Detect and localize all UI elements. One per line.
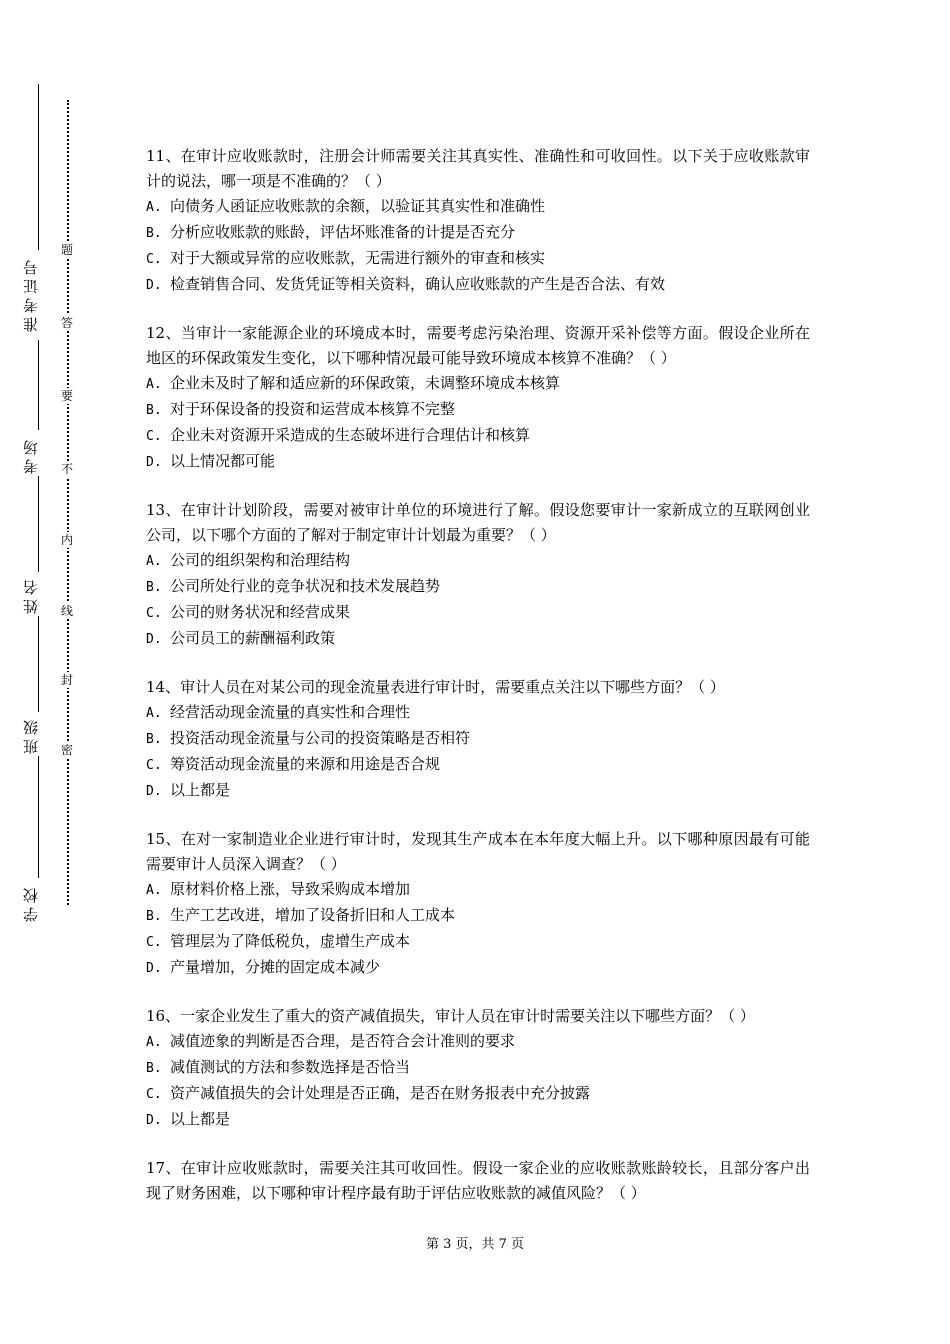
field-line (38, 84, 39, 250)
option-letter: C. (146, 935, 162, 950)
option-letter: A. (146, 706, 162, 721)
option-text: 企业未对资源开采造成的生态破坏进行合理估计和核算 (170, 426, 531, 444)
question-16 (146, 1004, 810, 1133)
question-13 (146, 498, 810, 652)
question-stem: 13、在审计计划阶段，需要对被审计单位的环境进行了解。假设您要审计一家新成立的互联网创业公司，以下哪个方面的了解对于制定审计计划最为重要？（ ） (146, 501, 810, 544)
field-line (38, 756, 39, 878)
field-label-school: 学校 (22, 884, 40, 922)
question-17 (146, 1156, 810, 1206)
option-text: 生产工艺改进，增加了设备折旧和人工成本 (170, 906, 456, 924)
option-text: 资产减值损失的会计处理是否正确，是否在财务报表中充分披露 (170, 1084, 591, 1102)
option-list (146, 1029, 810, 1133)
option-letter: D. (146, 1113, 162, 1128)
option-c (146, 423, 810, 449)
option-text: 向债务人函证应收账款的余额，以验证其真实性和准确性 (170, 197, 546, 215)
option-text: 公司的组织架构和治理结构 (170, 551, 351, 569)
option-list (146, 700, 810, 804)
field-line (38, 340, 39, 430)
option-d (146, 272, 810, 298)
field-line (38, 616, 39, 712)
option-letter: A. (146, 377, 162, 392)
option-letter: C. (146, 429, 162, 444)
option-d (146, 1107, 810, 1133)
option-letter: A. (146, 200, 162, 215)
question-15 (146, 827, 810, 981)
option-a (146, 700, 810, 726)
option-letter: C. (146, 606, 162, 621)
field-label-class: 班级 (22, 716, 40, 754)
option-text: 分析应收账款的账龄，评估坏账准备的计提是否充分 (170, 223, 516, 241)
seal-char: 题 (60, 243, 73, 257)
option-text: 公司的财务状况和经营成果 (170, 603, 351, 621)
option-d (146, 449, 810, 475)
option-letter: B. (146, 1061, 162, 1076)
option-text: 产量增加，分摊的固定成本减少 (170, 958, 381, 976)
field-line (38, 476, 39, 572)
option-letter: D. (146, 455, 162, 470)
option-letter: A. (146, 554, 162, 569)
option-c (146, 1081, 810, 1107)
option-text: 公司所处行业的竞争状况和技术发展趋势 (170, 577, 441, 595)
option-letter: C. (146, 758, 162, 773)
option-c (146, 600, 810, 626)
option-text: 对于大额或异常的应收账款，无需进行额外的审查和核实 (170, 249, 546, 267)
field-label-exam-number: 准考证号 (22, 256, 40, 332)
option-text: 经营活动现金流量的真实性和合理性 (170, 703, 411, 721)
seal-char: 要 (60, 389, 73, 403)
option-b (146, 574, 810, 600)
option-a (146, 877, 810, 903)
option-text: 公司员工的薪酬福利政策 (170, 629, 336, 647)
option-text: 以上都是 (170, 781, 231, 799)
option-b (146, 726, 810, 752)
option-list (146, 371, 810, 475)
seal-char: 内 (60, 533, 73, 547)
option-c (146, 246, 810, 272)
option-list (146, 194, 810, 298)
option-letter: D. (146, 961, 162, 976)
option-c (146, 929, 810, 955)
option-letter: B. (146, 226, 162, 241)
option-b (146, 903, 810, 929)
option-letter: C. (146, 252, 162, 267)
option-text: 原材料价格上涨，导致采购成本增加 (170, 880, 411, 898)
option-d (146, 955, 810, 981)
seal-dotted-line (67, 100, 69, 905)
option-letter: B. (146, 732, 162, 747)
option-a (146, 371, 810, 397)
option-b (146, 1055, 810, 1081)
option-b (146, 220, 810, 246)
option-text: 投资活动现金流量与公司的投资策略是否相符 (170, 729, 471, 747)
option-letter: D. (146, 632, 162, 647)
question-11 (146, 144, 810, 298)
field-label-name: 姓名 (22, 576, 40, 614)
option-text: 检查销售合同、发货凭证等相关资料，确认应收账款的产生是否合法、有效 (170, 275, 666, 293)
option-list (146, 548, 810, 652)
option-letter: B. (146, 909, 162, 924)
option-letter: A. (146, 1035, 162, 1050)
seal-char: 答 (60, 316, 73, 330)
option-text: 企业未及时了解和适应新的环保政策，未调整环境成本核算 (170, 374, 561, 392)
option-text: 以上都是 (170, 1110, 231, 1128)
seal-char: 不 (60, 462, 73, 476)
question-list (146, 144, 810, 1229)
option-b (146, 397, 810, 423)
option-d (146, 778, 810, 804)
question-12 (146, 321, 810, 475)
question-stem: 16、一家企业发生了重大的资产减值损失，审计人员在审计时需要关注以下哪些方面？（ ） (146, 1007, 755, 1025)
option-text: 筹资活动现金流量的来源和用途是否合规 (170, 755, 441, 773)
seal-char: 线 (60, 604, 73, 618)
option-text: 以上情况都可能 (170, 452, 276, 470)
question-stem: 15、在对一家制造业企业进行审计时，发现其生产成本在本年度大幅上升。以下哪种原因最有可能需要审计人员深入调查？（ ） (146, 830, 810, 873)
seal-char: 密 (60, 743, 73, 757)
field-label-exam-room: 考场 (22, 436, 40, 474)
option-letter: D. (146, 278, 162, 293)
option-a (146, 194, 810, 220)
option-letter: B. (146, 580, 162, 595)
option-a (146, 1029, 810, 1055)
option-text: 减值迹象的判断是否合理，是否符合会计准则的要求 (170, 1032, 516, 1050)
page-number-footer: 第 3 页，共 7 页 (425, 1237, 525, 1252)
question-stem: 12、当审计一家能源企业的环境成本时，需要考虑污染治理、资源开采补偿等方面。假设企业所在地区的环保政策发生变化，以下哪种情况最可能导致环境成本核算不准确？（ ） (146, 324, 810, 367)
option-text: 对于环保设备的投资和运营成本核算不完整 (170, 400, 456, 418)
option-list (146, 877, 810, 981)
option-a (146, 548, 810, 574)
question-stem: 14、审计人员在对某公司的现金流量表进行审计时，需要重点关注以下哪些方面？（ ） (146, 678, 725, 696)
option-letter: D. (146, 784, 162, 799)
question-stem: 17、在审计应收账款时，需要关注其可收回性。假设一家企业的应收账款账龄较长，且部分客户出现了财务困难，以下哪种审计程序最有助于评估应收账款的减值风险？（ ） (146, 1159, 810, 1202)
question-stem: 11、在审计应收账款时，注册会计师需要关注其真实性、准确性和可收回性。以下关于应收账款审计的说法，哪一项是不准确的？（ ） (146, 147, 810, 190)
seal-char: 封 (60, 673, 73, 687)
option-text: 管理层为了降低税负，虚增生产成本 (170, 932, 411, 950)
option-c (146, 752, 810, 778)
option-text: 减值测试的方法和参数选择是否恰当 (170, 1058, 411, 1076)
option-letter: B. (146, 403, 162, 418)
option-d (146, 626, 810, 652)
question-14 (146, 675, 810, 804)
option-letter: C. (146, 1087, 162, 1102)
option-letter: A. (146, 883, 162, 898)
